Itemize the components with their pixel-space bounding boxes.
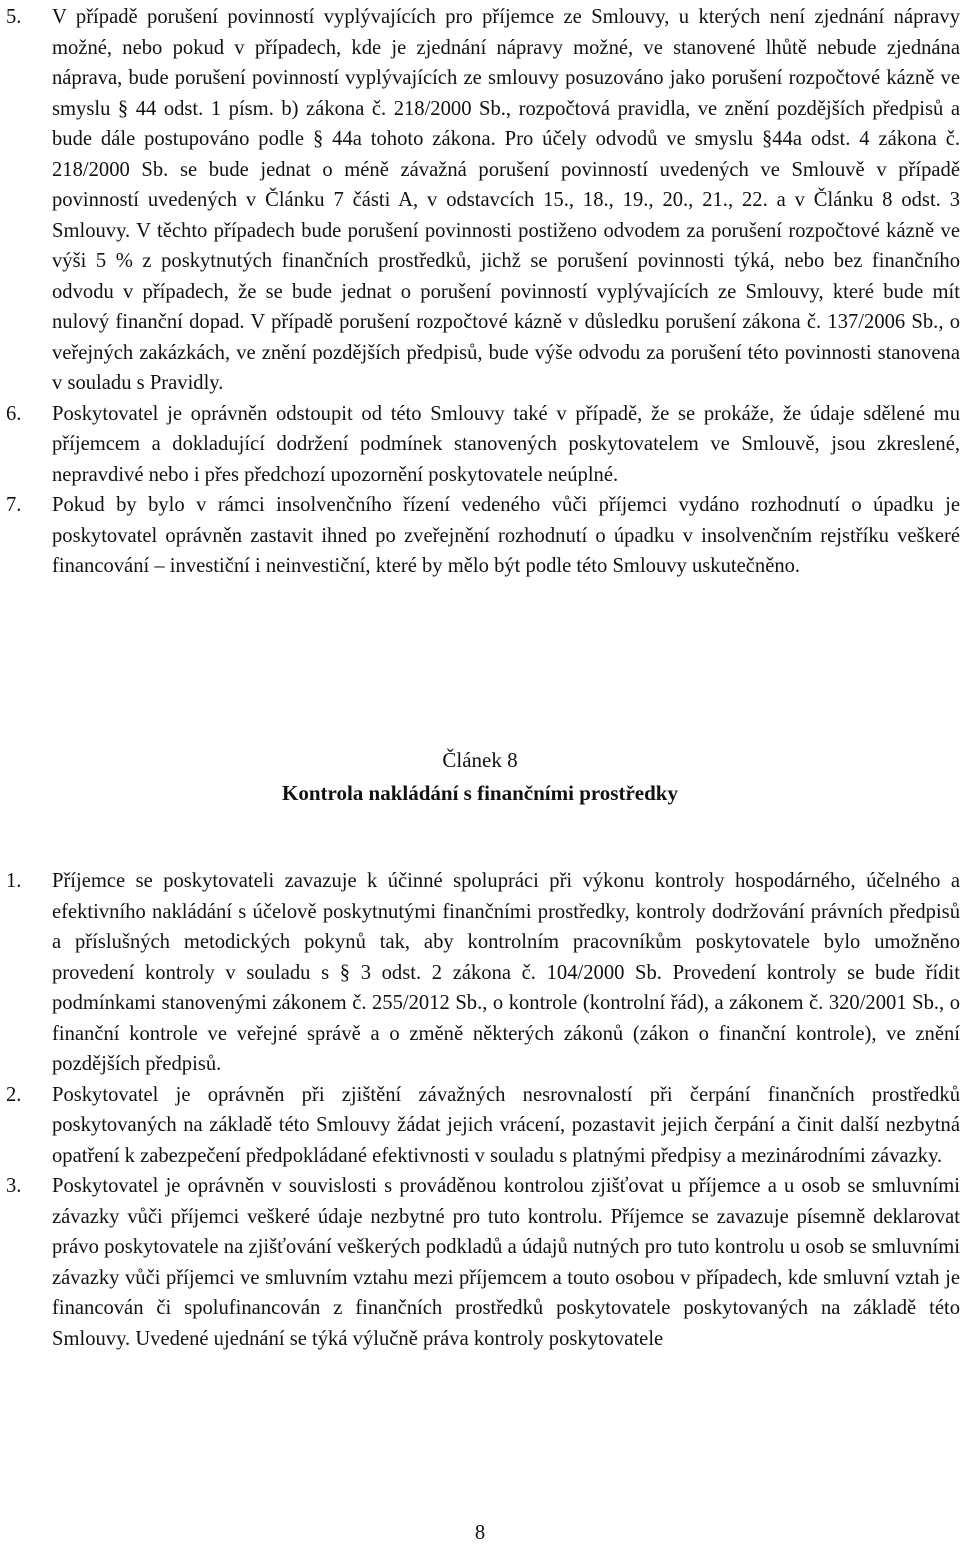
numbered-list-b xyxy=(6,866,960,1354)
list-item-text: Pokud by bylo v rámci insolvenčního řízení vedeného vůči příjemci vydáno rozhodnutí o úpadku je poskytovatel oprávněn zastavit ihned po zveřejnění rozhodnutí o úpadku v insolvenčním rejstříku veškeré financování – investiční i neinvestiční, které by mělo být podle této Smlouvy uskutečněno. xyxy=(52,494,960,577)
list-item-number: 5. xyxy=(6,6,22,28)
article-title: Kontrola nakládání s finančními prostředky xyxy=(282,781,678,805)
list-item-1 xyxy=(6,866,960,1080)
numbered-list-a xyxy=(6,2,960,582)
list-item-text: Poskytovatel je oprávněn v souvislosti s prováděnou kontrolou zjišťovat u příjemce a u osob se smluvními závazky vůči příjemci veškeré údaje nezbytné pro tuto kontrolu. Příjemce se zavazuje písemně deklarovat právo poskytovatele na zjišťování veškerých podkladů a údajů nutných pro tuto kontrolu u osob se smluvními závazky vůči příjemci ve smluvním vztahu mezi příjemcem a touto osobou v případech, kde smluvní vztah je financován či spolufinancován z finančních prostředků poskytovatele poskytovaných na základě této Smlouvy. Uvedené ujednání se týká výlučně práva kontroly poskytovatele xyxy=(52,1175,960,1350)
list-item-5 xyxy=(6,2,960,399)
list-item-text: V případě porušení povinností vyplývajících pro příjemce ze Smlouvy, u kterých není zjednání nápravy možné, nebo pokud v případech, kde je zjednání nápravy možné, ve stanovené lhůtě nebude zjednána náprava, bude porušení povinností vyplývajících ze smlouvy posuzováno jako porušení rozpočtové kázně ve smyslu § 44 odst. 1 písm. b) zákona č. 218/2000 Sb., rozpočtová pravidla, ve znění pozdějších předpisů a bude dále postupováno podle § 44a tohoto zákona. Pro účely odvodů ve smyslu §44a odst. 4 zákona č. 218/2000 Sb. se bude jednat o méně závažná porušení povinností uvedených ve Smlouvě v případě povinností uvedených v Článku 7 části A, v odstavcích 15., 18., 19., 20., 21., 22. a v Článku 8 odst. 3 Smlouvy. V těchto případech bude porušení povinnosti postiženo odvodem za porušení rozpočtové kázně ve výši 5 % z poskytnutých finančních prostředků, jichž se porušení povinnosti týká, nebo bez finančního odvodu v případech, že se bude jednat o porušení povinností vyplývajících ze Smlouvy, které bude mít nulový finanční dopad. V případě porušení rozpočtové kázně v důsledku porušení zákona č. 137/2006 Sb., o veřejných zakázkách, ve znění pozdějších předpisů, bude výše odvodu za porušení této povinnosti stanovena v souladu s Pravidly. xyxy=(52,6,960,394)
list-item-number: 3. xyxy=(6,1175,22,1197)
list-item-text: Příjemce se poskytovateli zavazuje k účinné spolupráci při výkonu kontroly hospodárného, účelného a efektivního nakládání s účelově poskytnutými finančními prostředky, kontroly dodržování právních předpisů a příslušných metodických pokynů tak, aby kontrolním pracovníkům poskytovatele bylo umožněno provedení kontroly v souladu s § 3 odst. 2 zákona č. 104/2000 Sb. Provedení kontroly se bude řídit podmínkami stanovenými zákonem č. 255/2012 Sb., o kontrole (kontrolní řád), a zákonem č. 320/2001 Sb., o finanční kontrole ve veřejné správě a o změně některých zákonů (zákon o finanční kontrole), ve znění pozdějších předpisů. xyxy=(52,870,960,1075)
list-item-number: 2. xyxy=(6,1083,22,1106)
list-item-text: Poskytovatel je oprávněn při zjištění závažných nesrovnalostí při čerpání finančních prostředků poskytovaných na základě této Smlouvy žádat jejich vrácení, pozastavit jejich čerpání a činit další nezbytná opatření k zabezpečení předpokládané efektivnosti v souladu s platnými předpisy a mezinárodními závazky. xyxy=(52,1083,960,1167)
list-item-3 xyxy=(6,1171,960,1354)
list-item-text: Poskytovatel je oprávněn odstoupit od této Smlouvy také v případě, že se prokáže, že údaje sdělené mu příjemcem a dokladující dodržení podmínek stanovených poskytovatelem ve Smlouvě, jsou zkreslené, nepravdivé nebo i přes předchozí upozornění poskytovatele neúplné. xyxy=(52,402,960,486)
list-item-number: 6. xyxy=(6,402,22,425)
list-item-7 xyxy=(6,490,960,582)
list-item-2 xyxy=(6,1080,960,1172)
list-item-number: 7. xyxy=(6,494,22,516)
article-heading xyxy=(0,744,960,810)
list-item-number: 1. xyxy=(6,870,22,892)
page-number: 8 xyxy=(474,1522,486,1544)
article-label: Článek 8 xyxy=(442,748,518,772)
list-item-6 xyxy=(6,399,960,491)
